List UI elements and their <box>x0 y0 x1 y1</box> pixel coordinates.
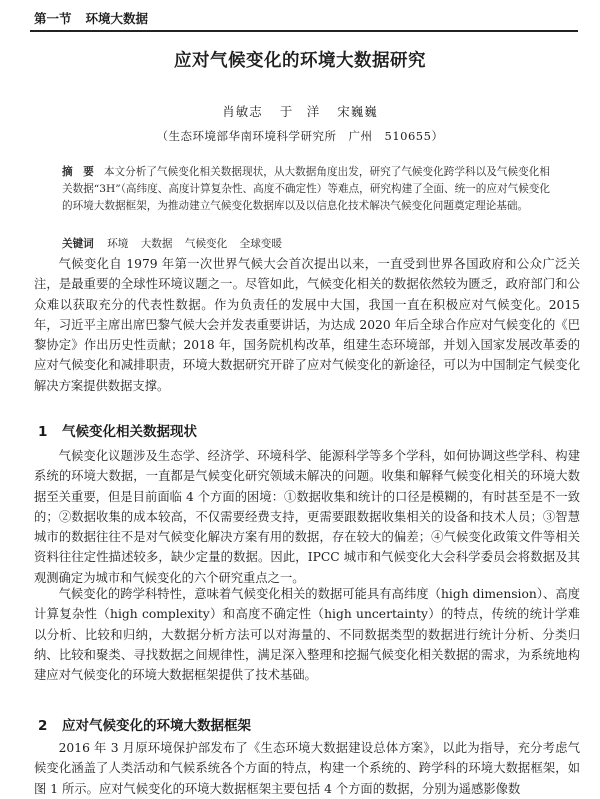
body-paragraph: 2016 年 3 月原环境保护部发布了《生态环境大数据建设总体方案》，以此为指导，充分考虑气候变化涵盖了人类活动和气候系统各个方面的特点，构建一个系统的、跨学科的环境大数据框架，如图 1 所示。应对气候变化的环境大数据框架主要包括 4 个方面的数据，分别为遥感影像数 <box>34 741 580 796</box>
section-title: 气候变化相关数据现状 <box>62 424 197 440</box>
body-paragraph: 气候变化的跨学科特性，意味着气候变化相关的数据可能具有高纬度（high dimension）、高度计算复杂性（high complexity）和高度不确定性（high uncertainty）的特点，传统的统计学难以分析、比较和归纳，大数据分析方法可以对海量的、不同数据类型的数据进行统计分析、分类归纳、比较和聚类、寻找数据之间规律性，满足深入整理和挖掘气候变化相关数据的需求，为系统地构建应对气候变化的环境大数据框架提供了技术基础。 <box>34 587 580 683</box>
section-number: 1 <box>38 424 48 440</box>
author: 肖敏志 <box>222 104 263 119</box>
keyword: 大数据 <box>140 238 173 250</box>
header-section: 第一节 <box>34 11 72 26</box>
keywords <box>62 236 550 251</box>
author: 宋巍巍 <box>337 104 378 119</box>
author-list <box>0 102 600 120</box>
header-divider <box>30 30 578 32</box>
author: 于 洋 <box>279 104 321 119</box>
keywords-label: 关键词 <box>62 238 94 250</box>
section-heading <box>38 420 197 440</box>
keyword: 环境 <box>107 238 129 250</box>
running-header <box>34 9 148 27</box>
paper-title: 应对气候变化的环境大数据研究 <box>174 51 426 71</box>
section-title: 应对气候变化的环境大数据框架 <box>62 718 251 734</box>
body-paragraph: 气候变化自 1979 年第一次世界气候大会首次提出以来，一直受到世界各国政府和公众广泛关注，是最重要的全球性环境议题之一。尽管如此，气候变化相关的数据依然较为匮乏，政府部门和公众难以获取充分的代表性数据。作为负责任的发展中大国，我国一直在积极应对气候变化。2015 年，习近平主席出席巴黎气候大会并发表重要讲话，为达成 2020 年后全球合作应对气候变化的《巴黎协定》作出历史性贡献；2018 年，国务院机构改革，组建生态环境部，并划入国家发展改革委的应对气候变化和减排职责，环境大数据研究开辟了应对气候变化的新途径，可以为中国制定气候变化解决方案提供数据支撑。 <box>34 257 580 393</box>
keyword: 气候变化 <box>184 238 228 250</box>
abstract-text: 本文分析了气候变化相关数据现状，从大数据角度出发，研究了气候变化跨学科以及气候变化相关数据“3H”（高纬度、高度计算复杂性、高度不确定性）等难点，研究构建了全面、统一的应对气候变化的环境大数据框架，为推动建立气候变化数据库以及以信息化技术解决气候变化问题奠定理论基础。 <box>62 166 551 213</box>
keyword: 全球变暖 <box>239 238 282 250</box>
header-topic: 环境大数据 <box>85 11 149 26</box>
affiliation: （生态环境部华南环境科学研究所 广州 510655） <box>156 129 444 143</box>
abstract <box>62 164 550 216</box>
section-number: 2 <box>38 718 48 734</box>
body-paragraph: 气候变化议题涉及生态学、经济学、环境科学、能源科学等多个学科，如何协调这些学科、构建系统的环境大数据，一直都是气候变化研究领域未解决的问题。收集和解释气候变化相关的环境大数据至关重要，但是目前面临 4 个方面的困境：①数据收集和统计的口径是模糊的，有时甚至是不一致的；②数据收集的成本较高，不仅需要经费支持，更需要跟数据收集相关的设备和技术人员；③智慧城市的数据往往不是对气候变化解决方案有用的数据，存在较大的偏差；④气候变化政策文件等相关资料往往定性描述较多，缺少定量的数据。因此，IPCC 城市和气候变化大会科学委员会将数据及其观测确定为城市和气候变化的六个研究重点之一。 <box>34 449 580 585</box>
abstract-label: 摘 要 <box>62 166 94 178</box>
section-heading <box>38 714 251 734</box>
